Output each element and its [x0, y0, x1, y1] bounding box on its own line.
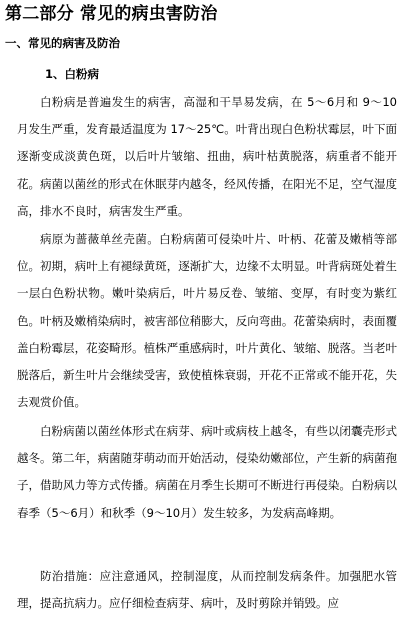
paragraph-overview: 白粉病是普遍发生的病害，高湿和干旱易发病，在 5～6月和 9～10 月发生严重，发育最适温度为 17～25℃。叶背出现白色粉状霉层，叶下面逐渐变成淡黄色斑，以后叶片皱缩、扭曲，病叶枯黄脱落，病重者不能开花。病菌以菌丝的形式在休眠芽内越冬，经风传播，在阳光不足，空气湿度高，排水不良时，病害发生严重。 [17, 95, 397, 218]
paragraph-pathogen: 病原为蔷薇单丝壳菌。白粉病菌可侵染叶片、叶柄、花蕾及嫩梢等部位。初期，病叶上有褪绿黄斑，逐渐扩大，边缘不太明显。叶背病斑处着生一层白色粉状物。嫩叶染病后，叶片易反卷、皱缩、变厚，有时变为紫红色。叶柄及嫩梢染病时，被害部位稍膨大，反向弯曲。花蕾染病时，表面覆盖白粉霉层，花姿畸形。植株严重感病时，叶片黄化、皱缩、脱落。当老叶脱落后，新生叶片会继续受害，致使植株衰弱，开花不正常或不能开花，失去观赏价值。 [17, 232, 397, 410]
section-title: 一、常见的病害及防治 [5, 36, 120, 50]
paragraph-control-measures: 防治措施：应注意通风，控制湿度，从而控制发病条件。加强肥水管理，提高抗病力。应仔细检查病芽、病叶，及时剪除并销毁。应 [17, 569, 397, 611]
part-title: 第二部分 常见的病虫害防治 [5, 4, 218, 24]
paragraph-overwintering: 白粉病菌以菌丝体形式在病芽、病叶或病枝上越冬，有些以闭囊壳形式越冬。第二年，病菌随芽萌动而开始活动，侵染幼嫩部位，产生新的病菌孢子，借助风力等方式传播。病菌在月季生长期可不断进行再侵染。白粉病以春季（5～6月）和秋季（9～10月）发生较多，为发病高峰期。 [17, 424, 397, 520]
subsection-title: 1、白粉病 [45, 67, 100, 81]
